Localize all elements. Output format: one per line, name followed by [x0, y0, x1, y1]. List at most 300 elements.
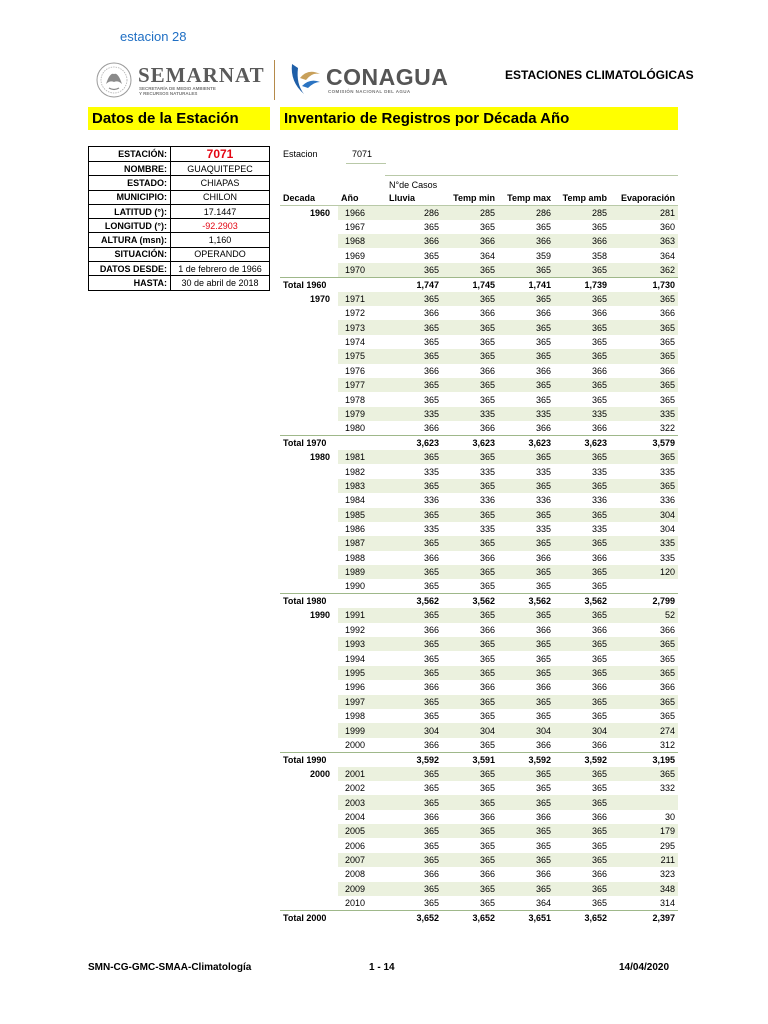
- temp-amb-cell: 365: [591, 897, 607, 908]
- temp-min-cell: 366: [479, 423, 495, 434]
- evaporacion-cell: 323: [659, 869, 675, 880]
- lluvia-cell: 365: [386, 795, 442, 809]
- evaporacion-cell: 366: [659, 682, 675, 693]
- year-cell: 2000: [345, 739, 366, 750]
- temp-max-cell: 365: [498, 450, 554, 464]
- document-title: ESTACIONES CLIMATOLÓGICAS: [505, 68, 694, 82]
- temp-amb-cell: 335: [554, 407, 610, 421]
- lluvia-cell: 366: [423, 365, 439, 376]
- decade-cell: [280, 220, 338, 234]
- lluvia-cell: 365: [386, 853, 442, 867]
- year-cell: 2009: [338, 882, 386, 896]
- temp-amb-cell: 366: [591, 552, 607, 563]
- column-header-decada: Decada: [280, 191, 338, 205]
- temp-max-cell: 365: [498, 320, 554, 334]
- year-cell: 2008: [345, 869, 366, 880]
- temp-amb-cell: 365: [554, 320, 610, 334]
- temp-min-cell: 335: [479, 524, 495, 535]
- station-field-label: NOMBRE:: [89, 162, 171, 176]
- table-row: [280, 378, 678, 392]
- table-row: [280, 220, 678, 234]
- decade-total-row: [280, 436, 678, 450]
- temp-max-cell: 365: [498, 608, 554, 622]
- table-row: [280, 795, 678, 809]
- temp-min-cell: 365: [442, 882, 498, 896]
- temp-amb-cell: 365: [554, 450, 610, 464]
- temp-amb-cell: 366: [554, 234, 610, 248]
- temp-amb-cell: 366: [591, 308, 607, 319]
- decade-cell: [280, 378, 338, 392]
- evaporacion-cell: 365: [610, 637, 678, 651]
- temp-amb-cell: 366: [591, 682, 607, 693]
- temp-min-cell: 1,745: [442, 277, 498, 291]
- temp-amb-cell: 3,623: [554, 436, 610, 450]
- table-row: [280, 623, 678, 637]
- decade-cell: [280, 493, 338, 507]
- temp-min-cell: 365: [442, 695, 498, 709]
- temp-amb-cell: 365: [554, 795, 610, 809]
- temp-amb-cell: 365: [554, 767, 610, 781]
- station-field-value: 1 de febrero de 1966: [171, 262, 270, 276]
- decade-total-row: [280, 277, 678, 291]
- lluvia-cell: 286: [386, 205, 442, 219]
- temp-max-cell: 3,651: [498, 910, 554, 924]
- temp-amb-cell: 365: [554, 263, 610, 277]
- temp-amb-cell: 285: [554, 205, 610, 219]
- temp-min-cell: 366: [479, 365, 495, 376]
- decade-cell: [280, 421, 338, 435]
- evaporacion-cell: 211: [610, 853, 678, 867]
- temp-min-cell: 365: [442, 767, 498, 781]
- temp-amb-cell: 3,652: [554, 910, 610, 924]
- station-field-label: HASTA:: [89, 276, 171, 290]
- temp-max-cell: 304: [498, 723, 554, 737]
- temp-min-cell: 365: [442, 349, 498, 363]
- year-cell: 2007: [338, 853, 386, 867]
- decade-cell: [280, 349, 338, 363]
- evaporacion-cell: 30: [664, 811, 675, 822]
- year-cell: 1982: [345, 466, 366, 477]
- table-row: [280, 896, 678, 910]
- evaporacion-cell: 312: [659, 739, 675, 750]
- table-row: [280, 853, 678, 867]
- year-cell: 1981: [338, 450, 386, 464]
- lluvia-cell: 335: [423, 466, 439, 477]
- temp-min-cell: 3,623: [442, 436, 498, 450]
- lluvia-cell: 366: [423, 552, 439, 563]
- evaporacion-cell: 3,195: [610, 752, 678, 766]
- year-cell: 1994: [345, 653, 366, 664]
- lluvia-cell: 365: [423, 221, 439, 232]
- evaporacion-cell: 365: [659, 653, 675, 664]
- evaporacion-cell: 366: [659, 624, 675, 635]
- temp-max-cell: 1,741: [498, 277, 554, 291]
- temp-amb-cell: 366: [591, 739, 607, 750]
- temp-min-cell: 365: [442, 508, 498, 522]
- temp-amb-cell: 365: [554, 536, 610, 550]
- temp-amb-cell: 365: [554, 666, 610, 680]
- temp-min-cell: 366: [479, 682, 495, 693]
- decade-cell: [280, 407, 338, 421]
- lluvia-cell: 365: [386, 767, 442, 781]
- lluvia-cell: 335: [423, 524, 439, 535]
- station-data-row: [89, 262, 270, 276]
- evaporacion-cell: 365: [610, 450, 678, 464]
- table-row: [280, 838, 678, 852]
- lluvia-cell: 365: [386, 824, 442, 838]
- temp-amb-cell: 366: [591, 423, 607, 434]
- temp-max-cell: 365: [535, 840, 551, 851]
- lluvia-cell: 365: [423, 783, 439, 794]
- temp-min-cell: 365: [479, 739, 495, 750]
- table-row: [280, 205, 678, 219]
- table-row: [280, 248, 678, 262]
- year-cell: 2004: [345, 811, 366, 822]
- lluvia-cell: 365: [423, 581, 439, 592]
- lluvia-cell: 336: [423, 495, 439, 506]
- temp-amb-cell: 365: [554, 824, 610, 838]
- station-data-row: [89, 233, 270, 247]
- temp-max-cell: 365: [498, 767, 554, 781]
- evaporacion-cell: 365: [610, 378, 678, 392]
- year-cell: 1973: [338, 320, 386, 334]
- decade-cell: [280, 695, 338, 709]
- station-data-row: [89, 204, 270, 218]
- year-cell: 1971: [338, 292, 386, 306]
- footer-document-code: SMN-CG-GMC-SMAA-Climatología: [88, 962, 252, 973]
- temp-max-cell: 366: [498, 234, 554, 248]
- temp-max-cell: 366: [535, 624, 551, 635]
- decade-cell: [280, 651, 338, 665]
- temp-amb-cell: 365: [554, 637, 610, 651]
- temp-amb-cell: 365: [591, 394, 607, 405]
- station-field-value: 30 de abril de 2018: [171, 276, 270, 290]
- temp-amb-cell: 3,562: [554, 594, 610, 608]
- year-cell: 2003: [338, 795, 386, 809]
- lluvia-cell: 335: [386, 407, 442, 421]
- station-data-row: [89, 276, 270, 290]
- temp-amb-cell: 365: [591, 581, 607, 592]
- temp-min-cell: 366: [479, 308, 495, 319]
- inventory-heading: Inventario de Registros por Década Año: [280, 107, 678, 130]
- lluvia-cell: 366: [423, 423, 439, 434]
- evaporacion-cell: 366: [659, 365, 675, 376]
- decade-cell: [280, 579, 338, 593]
- year-cell: 1979: [338, 407, 386, 421]
- station-link[interactable]: estacion 28: [120, 29, 187, 44]
- decade-cell: 2000: [309, 768, 330, 779]
- temp-min-cell: 365: [442, 536, 498, 550]
- lluvia-cell: 366: [386, 234, 442, 248]
- lluvia-cell: 366: [423, 682, 439, 693]
- year-cell: 1999: [338, 723, 386, 737]
- temp-min-cell: 335: [442, 407, 498, 421]
- decade-cell: [280, 795, 338, 809]
- lluvia-cell: 1,747: [386, 277, 442, 291]
- temp-min-cell: 335: [479, 466, 495, 477]
- temp-min-cell: 366: [479, 869, 495, 880]
- temp-max-cell: 365: [535, 783, 551, 794]
- temp-min-cell: 365: [442, 263, 498, 277]
- decade-cell: [280, 896, 338, 910]
- table-row: [280, 824, 678, 838]
- evaporacion-cell: 335: [659, 552, 675, 563]
- table-row: [280, 608, 678, 622]
- evaporacion-cell: 335: [610, 536, 678, 550]
- table-row: [280, 680, 678, 694]
- evaporacion-cell: 322: [659, 423, 675, 434]
- station-data-row: [89, 247, 270, 261]
- temp-max-cell: 365: [498, 824, 554, 838]
- table-row: [280, 407, 678, 421]
- lluvia-cell: 365: [423, 653, 439, 664]
- temp-min-cell: 304: [442, 723, 498, 737]
- temp-max-cell: 365: [498, 349, 554, 363]
- evaporacion-cell: 366: [659, 308, 675, 319]
- temp-max-cell: 3,623: [498, 436, 554, 450]
- temp-amb-cell: 365: [554, 608, 610, 622]
- evaporacion-cell: 295: [659, 840, 675, 851]
- decade-total-row: [280, 752, 678, 766]
- evaporacion-cell: 360: [659, 221, 675, 232]
- decade-cell: [280, 723, 338, 737]
- decade-cell: 1970: [309, 293, 330, 304]
- table-row: [280, 536, 678, 550]
- lluvia-cell: 365: [386, 882, 442, 896]
- temp-min-cell: 365: [442, 565, 498, 579]
- year-cell: 1984: [345, 495, 366, 506]
- decade-cell: [280, 248, 338, 262]
- temp-max-cell: 366: [535, 869, 551, 880]
- evaporacion-cell: 120: [610, 565, 678, 579]
- year-cell: 1992: [345, 624, 366, 635]
- table-row: [280, 392, 678, 406]
- inventory-station-value: 7071: [352, 149, 373, 159]
- evaporacion-cell: 365: [610, 695, 678, 709]
- station-field-label: MUNICIPIO:: [89, 190, 171, 204]
- year-cell: 1977: [338, 378, 386, 392]
- evaporacion-cell: 365: [610, 479, 678, 493]
- lluvia-cell: 365: [423, 711, 439, 722]
- decade-cell: [280, 781, 338, 795]
- year-cell: 1996: [345, 682, 366, 693]
- lluvia-cell: 365: [386, 666, 442, 680]
- decade-total-label: Total 1980: [280, 594, 386, 608]
- temp-amb-cell: 365: [554, 882, 610, 896]
- temp-max-cell: 365: [535, 221, 551, 232]
- temp-max-cell: 365: [535, 394, 551, 405]
- column-header-lluvia: Lluvia: [386, 191, 442, 205]
- decade-cell: 1980: [309, 452, 330, 463]
- inventory-station-label: Estacion: [283, 149, 318, 159]
- temp-amb-cell: 336: [591, 495, 607, 506]
- decade-cell: [280, 738, 338, 752]
- divider: [385, 175, 678, 176]
- temp-min-cell: 336: [479, 495, 495, 506]
- decade-cell: [280, 479, 338, 493]
- decade-cell: [280, 709, 338, 723]
- temp-min-cell: 365: [442, 795, 498, 809]
- column-header-temp-max: Temp max: [498, 191, 554, 205]
- temp-min-cell: 365: [442, 320, 498, 334]
- lluvia-cell: 365: [386, 378, 442, 392]
- temp-amb-cell: 366: [591, 365, 607, 376]
- evaporacion-cell: 1,730: [610, 277, 678, 291]
- temp-min-cell: 365: [442, 666, 498, 680]
- station-data-row: [89, 162, 270, 176]
- temp-amb-cell: 365: [591, 840, 607, 851]
- year-cell: 2006: [345, 840, 366, 851]
- temp-amb-cell: 1,739: [554, 277, 610, 291]
- station-data-heading: Datos de la Estación: [88, 107, 270, 130]
- evaporacion-cell: [610, 795, 678, 809]
- table-row: [280, 551, 678, 565]
- footer-page-number: 1 - 14: [369, 962, 395, 973]
- table-row: [280, 464, 678, 478]
- temp-max-cell: 3,562: [498, 594, 554, 608]
- divider: [346, 163, 386, 164]
- table-row: [280, 306, 678, 320]
- table-row: [280, 738, 678, 752]
- evaporacion-cell: 304: [610, 508, 678, 522]
- conagua-mark-icon: [288, 60, 324, 98]
- temp-max-cell: 366: [535, 423, 551, 434]
- year-cell: 1970: [338, 263, 386, 277]
- lluvia-cell: 304: [386, 723, 442, 737]
- temp-min-cell: 365: [442, 853, 498, 867]
- temp-min-cell: 365: [479, 783, 495, 794]
- temp-max-cell: 366: [535, 682, 551, 693]
- lluvia-cell: 365: [423, 897, 439, 908]
- temp-amb-cell: 365: [554, 695, 610, 709]
- station-field-value: CHILON: [171, 190, 270, 204]
- table-row: [280, 292, 678, 306]
- casos-label: N°de Casos: [389, 180, 438, 190]
- evaporacion-cell: 362: [610, 263, 678, 277]
- temp-max-cell: 365: [498, 795, 554, 809]
- station-field-value: 17.1447: [171, 204, 270, 218]
- lluvia-cell: 365: [386, 565, 442, 579]
- evaporacion-cell: 365: [610, 666, 678, 680]
- temp-max-cell: 335: [535, 524, 551, 535]
- temp-max-cell: 365: [535, 711, 551, 722]
- lluvia-cell: 365: [386, 450, 442, 464]
- temp-amb-cell: 365: [554, 292, 610, 306]
- table-row: [280, 479, 678, 493]
- evaporacion-cell: 365: [610, 349, 678, 363]
- station-field-label: LONGITUD (°):: [89, 219, 171, 233]
- decade-cell: [280, 565, 338, 579]
- temp-min-cell: 365: [442, 378, 498, 392]
- evaporacion-cell: 304: [659, 524, 675, 535]
- lluvia-cell: 365: [386, 292, 442, 306]
- temp-amb-cell: 365: [554, 853, 610, 867]
- temp-amb-cell: 335: [591, 524, 607, 535]
- decade-cell: [280, 824, 338, 838]
- evaporacion-cell: 52: [610, 608, 678, 622]
- temp-max-cell: 366: [535, 365, 551, 376]
- semarnat-subtitle: SECRETARÍA DE MEDIO AMBIENTE Y RECURSOS NATURALES: [139, 86, 216, 96]
- evaporacion-cell: 348: [610, 882, 678, 896]
- lluvia-cell: 3,652: [386, 910, 442, 924]
- station-field-value: OPERANDO: [171, 247, 270, 261]
- year-cell: 1991: [338, 608, 386, 622]
- station-field-label: ESTACIÓN:: [89, 147, 171, 162]
- temp-max-cell: 365: [498, 508, 554, 522]
- station-data-row: [89, 190, 270, 204]
- lluvia-cell: 365: [386, 508, 442, 522]
- temp-max-cell: 365: [498, 637, 554, 651]
- year-cell: 1997: [338, 695, 386, 709]
- table-row: [280, 508, 678, 522]
- table-row: [280, 709, 678, 723]
- decade-cell: [280, 637, 338, 651]
- table-row: [280, 263, 678, 277]
- temp-max-cell: 366: [535, 308, 551, 319]
- year-cell: 1989: [338, 565, 386, 579]
- decade-cell: 1990: [309, 610, 330, 621]
- table-row: [280, 320, 678, 334]
- station-field-value: -92.2903: [171, 219, 270, 233]
- decade-total-label: Total 1960: [280, 277, 386, 291]
- year-cell: 2005: [338, 824, 386, 838]
- decade-cell: [280, 551, 338, 565]
- lluvia-cell: 3,623: [386, 436, 442, 450]
- table-row: [280, 522, 678, 536]
- table-row: [280, 335, 678, 349]
- temp-amb-cell: 365: [591, 221, 607, 232]
- table-row: [280, 651, 678, 665]
- evaporacion-cell: 314: [659, 897, 675, 908]
- lluvia-cell: 366: [423, 811, 439, 822]
- lluvia-cell: 365: [386, 479, 442, 493]
- temp-amb-cell: 365: [591, 337, 607, 347]
- evaporacion-cell: 365: [610, 320, 678, 334]
- table-row: [280, 349, 678, 363]
- column-header-temp-amb: Temp amb: [554, 191, 610, 205]
- decade-cell: [280, 508, 338, 522]
- temp-min-cell: 3,562: [442, 594, 498, 608]
- evaporacion-cell: 274: [610, 723, 678, 737]
- station-field-label: LATITUD (°):: [89, 204, 171, 218]
- temp-min-cell: 365: [442, 824, 498, 838]
- temp-max-cell: 365: [498, 882, 554, 896]
- temp-min-cell: 3,591: [442, 752, 498, 766]
- year-cell: 1968: [338, 234, 386, 248]
- year-cell: 1976: [345, 365, 366, 376]
- table-row: [280, 421, 678, 435]
- lluvia-cell: 366: [423, 739, 439, 750]
- evaporacion-cell: 2,397: [610, 910, 678, 924]
- temp-amb-cell: 3,592: [554, 752, 610, 766]
- temp-max-cell: 359: [535, 250, 551, 261]
- conagua-logo: [288, 60, 458, 98]
- temp-amb-cell: 366: [591, 811, 607, 822]
- temp-amb-cell: 365: [591, 653, 607, 664]
- station-field-value: 7071: [171, 147, 270, 162]
- temp-min-cell: 365: [442, 292, 498, 306]
- decade-cell: [280, 320, 338, 334]
- station-data-row: [89, 219, 270, 233]
- column-header-evaporacion: Evaporación: [610, 191, 678, 205]
- temp-min-cell: 365: [479, 337, 495, 347]
- station-field-value: CHIAPAS: [171, 176, 270, 190]
- temp-max-cell: 335: [498, 407, 554, 421]
- evaporacion-cell: 365: [659, 394, 675, 405]
- decade-cell: [280, 810, 338, 824]
- temp-max-cell: 366: [535, 811, 551, 822]
- lluvia-cell: 365: [386, 263, 442, 277]
